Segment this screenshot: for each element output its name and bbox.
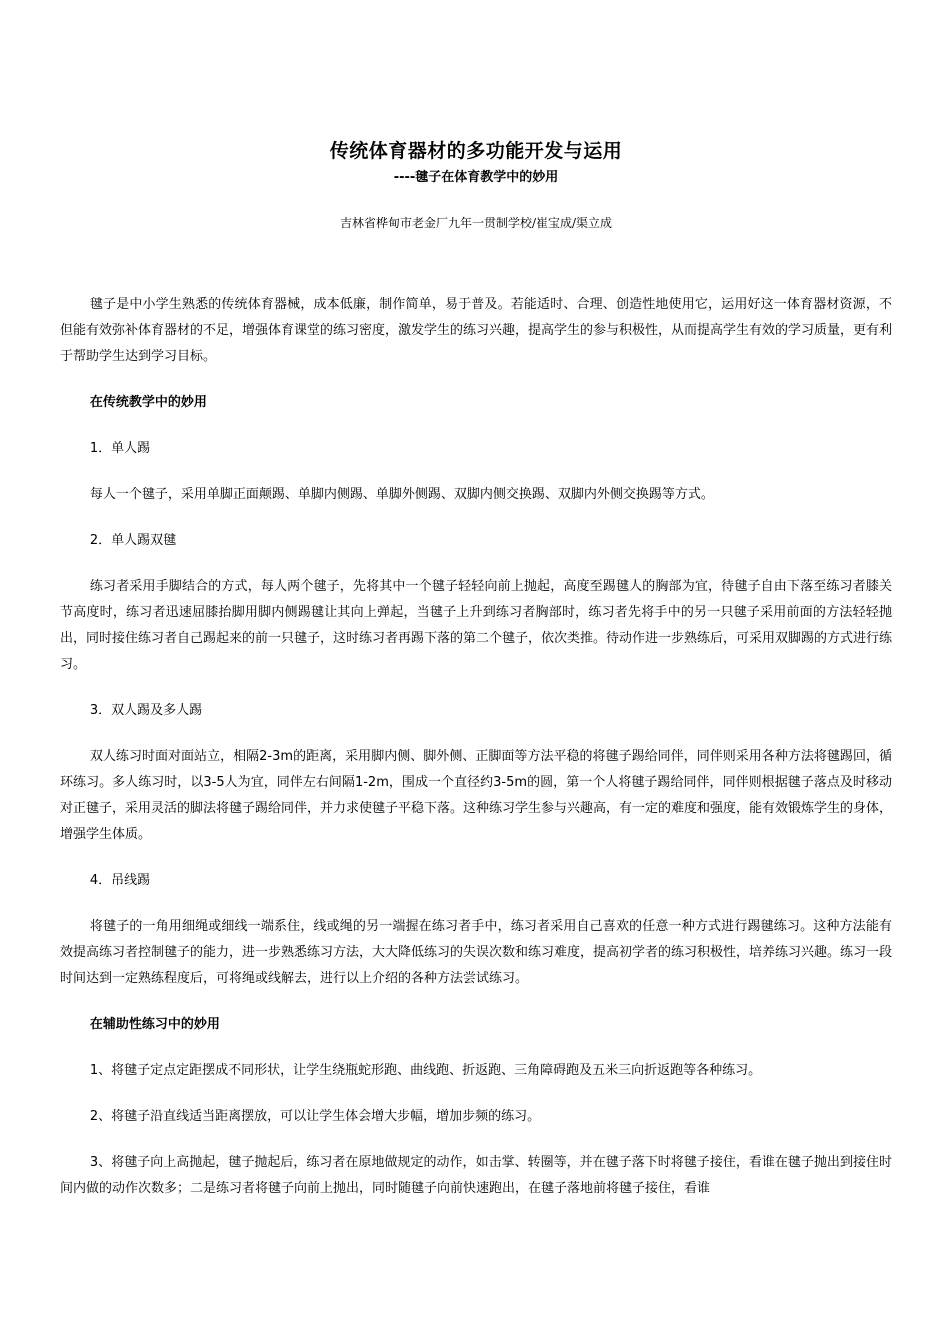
paragraph-auxiliary-3: 3、将毽子向上高抛起，毽子抛起后，练习者在原地做规定的动作，如击掌、转圈等，并在毽子落下时将毽子接住，看谁在毽子抛出到接住时间内做的动作次数多；二是练习者将毽子向前上抛出，同时随毽子向前快速跑出，在毽子落地前将毽子接住，看谁 <box>60 1155 892 1196</box>
paragraph-pair-group-kick: 双人练习时面对面站立，相隔2-3m的距离，采用脚内侧、脚外侧、正脚面等方法平稳的将毽子踢给同伴，同伴则采用各种方法将毽踢回，循环练习。多人练习时，以3-5人为宜，同伴左右间隔1-2m，围成一个直径约3-5m的圆，第一个人将毽子踢给同伴，同伴则根据毽子落点及时移动对正毽子，采用灵活的脚法将毽子踢给同伴，并力求使毽子平稳下落。这种练习学生参与兴趣高，有一定的难度和强度，能有效锻炼学生的身体，增强学生体质。 <box>60 749 893 842</box>
section-heading-auxiliary: 在辅助性练习中的妙用 <box>89 1017 220 1032</box>
subheading-double-shuttlecock: 2．单人踢双毽 <box>89 533 177 548</box>
document-body <box>60 292 892 1222</box>
document-subtitle: ----毽子在体育教学中的妙用 <box>393 170 559 185</box>
document-author: 吉林省桦甸市老金厂九年一贯制学校/崔宝成/渠立成 <box>339 216 613 230</box>
document-title: 传统体育器材的多功能开发与运用 <box>329 140 623 162</box>
paragraph-auxiliary-1: 1、将毽子定点定距摆成不同形状，让学生绕瓶蛇形跑、曲线跑、折返跑、三角障碍跑及五米三向折返跑等各种练习。 <box>89 1063 762 1078</box>
intro-paragraph: 毽子是中小学生熟悉的传统体育器械，成本低廉，制作简单，易于普及。若能适时、合理、创造性地使用它，运用好这一体育器材资源，不但能有效弥补体育器材的不足，增强体育课堂的练习密度，激发学生的练习兴趣，提高学生的参与积极性，从而提高学生有效的学习质量，更有利于帮助学生达到学习目标。 <box>60 297 893 364</box>
paragraph-single-kick: 每人一个毽子，采用单脚正面颠踢、单脚内侧踢、单脚外侧踢、双脚内侧交换踢、双脚内外侧交换踢等方式。 <box>89 487 714 502</box>
paragraph-string-kick: 将毽子的一角用细绳或细线一端系住，线或绳的另一端握在练习者手中，练习者采用自己喜欢的任意一种方式进行踢毽练习。这种方法能有效提高练习者控制毽子的能力，进一步熟悉练习方法，大大降低练习的失误次数和练习难度，提高初学者的练习积极性，培养练习兴趣。练习一段时间达到一定熟练程度后，可将绳或线解去，进行以上介绍的各种方法尝试练习。 <box>60 919 893 986</box>
section-heading-traditional: 在传统教学中的妙用 <box>89 395 207 410</box>
subheading-pair-group-kick: 3．双人踢及多人踢 <box>89 703 203 718</box>
paragraph-auxiliary-2: 2、将毽子沿直线适当距离摆放，可以让学生体会增大步幅，增加步频的练习。 <box>89 1109 541 1124</box>
paragraph-double-shuttlecock: 练习者采用手脚结合的方式，每人两个毽子，先将其中一个毽子轻轻向前上抛起，高度至踢毽人的胸部为宜，待毽子自由下落至练习者膝关节高度时，练习者迅速屈膝抬脚用脚内侧踢毽让其向上弹起，当毽子上升到练习者胸部时，练习者先将手中的另一只毽子采用前面的方法轻轻抛出，同时接住练习者自己踢起来的前一只毽子，这时练习者再踢下落的第二个毽子，依次类推。待动作进一步熟练后，可采用双脚踢的方式进行练习。 <box>60 579 893 672</box>
subheading-string-kick: 4．吊线踢 <box>89 873 151 888</box>
subheading-single-kick: 1．单人踢 <box>89 441 151 456</box>
